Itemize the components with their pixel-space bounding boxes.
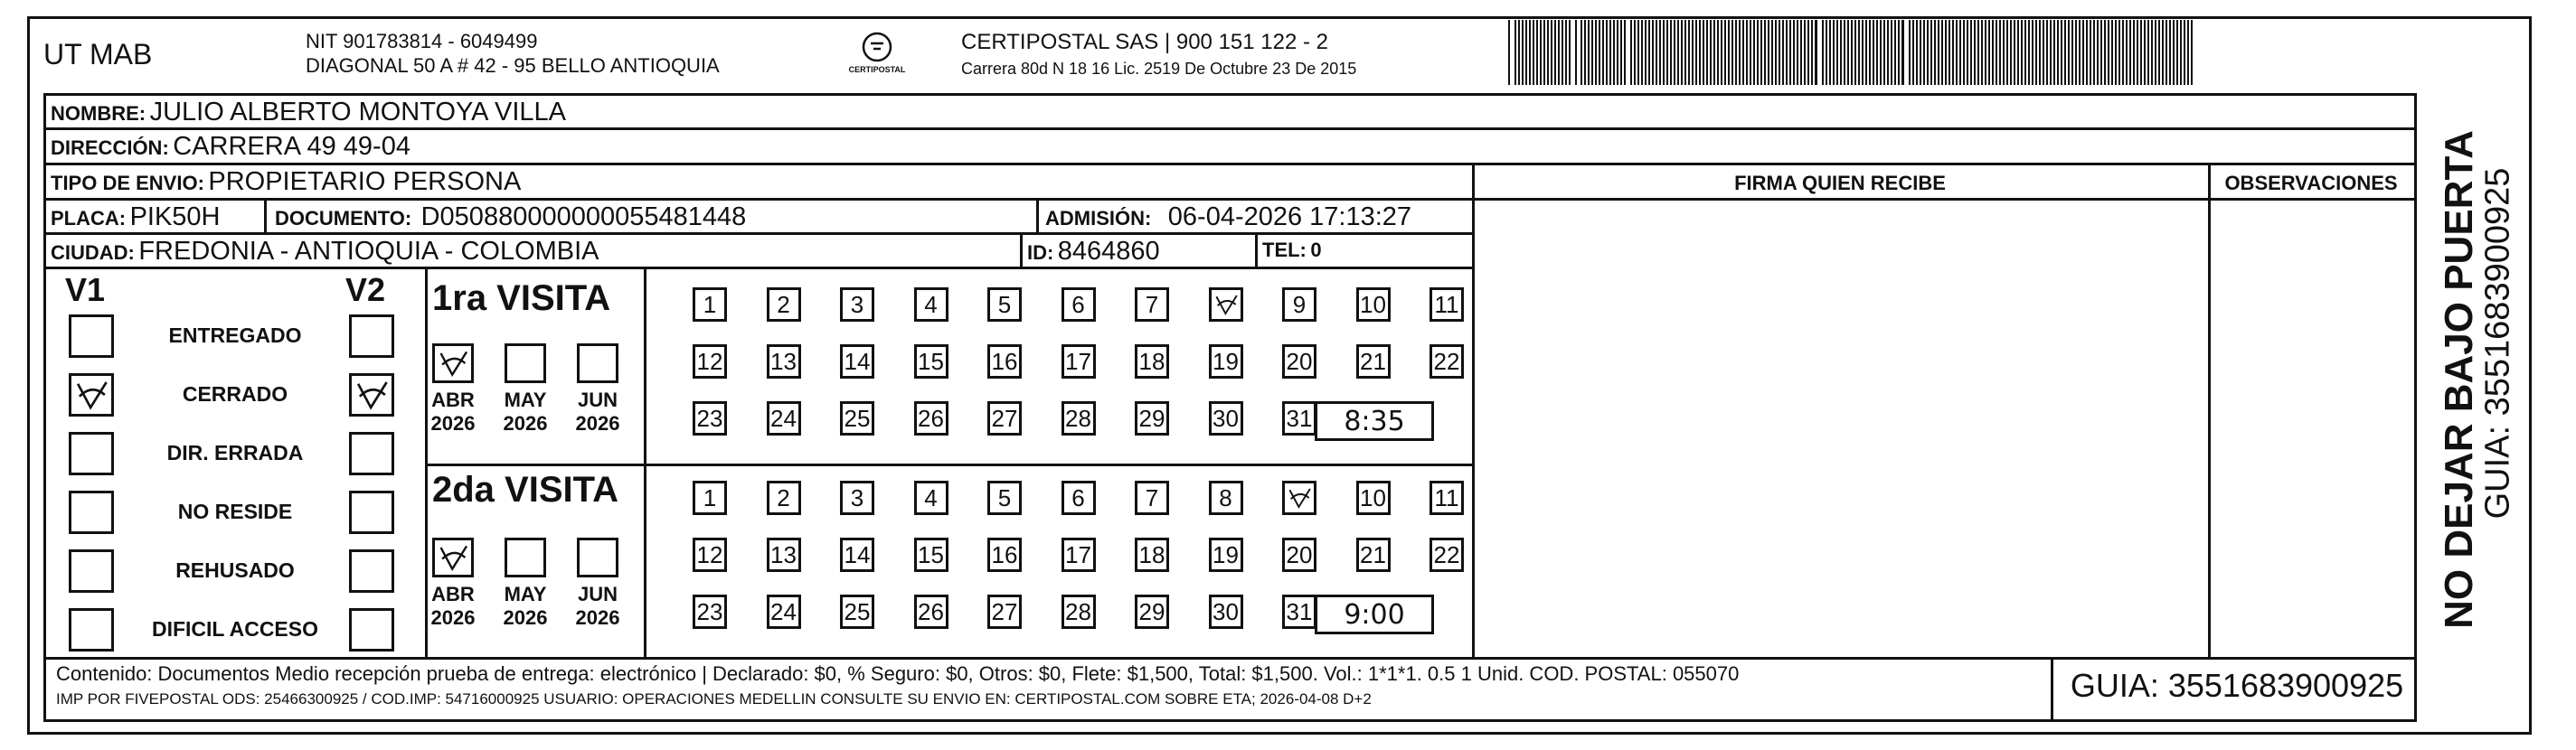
v1-status-checkbox[interactable]: [69, 549, 114, 593]
v1-status-checkbox[interactable]: [69, 432, 114, 475]
second-visit-day-box[interactable]: 2: [767, 481, 801, 515]
first-visit-day-box[interactable]: 17: [1062, 344, 1096, 379]
first-visit-day-box[interactable]: 31: [1282, 401, 1316, 436]
second-visit-day-box[interactable]: 3: [840, 481, 874, 515]
admission-value: 06-04-2026 17:13:27: [1167, 202, 1412, 231]
v2-status-checkbox[interactable]: [349, 373, 394, 417]
tel-value: 0: [1310, 239, 1322, 261]
month-label: MAY: [504, 583, 547, 605]
first-visit-day-box[interactable]: 4: [914, 287, 948, 322]
second-visit-day-box[interactable]: 6: [1062, 481, 1096, 515]
company-address: DIAGONAL 50 A # 42 - 95 BELLO ANTIOQUIA: [306, 54, 720, 77]
first-visit-day-box[interactable]: 13: [767, 344, 801, 379]
first-visit-day-box[interactable]: 22: [1430, 344, 1464, 379]
city-value: FREDONIA - ANTIOQUIA - COLOMBIA: [138, 237, 599, 266]
first-visit-day-box[interactable]: 18: [1135, 344, 1169, 379]
second-visit-day-box[interactable]: 15: [914, 538, 948, 572]
status-label: REHUSADO: [175, 558, 295, 582]
second-visit-time[interactable]: 9:00: [1315, 595, 1434, 634]
first-visit-day-box[interactable]: 28: [1062, 401, 1096, 436]
v2-label: V2: [345, 271, 386, 308]
certipostal-name: CERTIPOSTAL SAS | 900 151 122 - 2: [961, 30, 1328, 54]
shipment-type: PROPIETARIO PERSONA: [208, 167, 522, 196]
second-visit-day-box[interactable]: 18: [1135, 538, 1169, 572]
observations-header: OBSERVACIONES: [2224, 172, 2398, 194]
address-label: DIRECCIÓN:: [51, 136, 169, 159]
document-label: DOCUMENTO:: [275, 207, 412, 230]
second-visit-day-box[interactable]: 11: [1430, 481, 1464, 515]
status-label: DIR. ERRADA: [166, 441, 304, 464]
footer-content: Contenido: Documentos Medio recepción prueba de entrega: electrónico | Declarado: $0, % Seguro: $0, Otros: $0, Flete: $1,500, Total: $1,500. Vol.: 1*1*1. 0.5 1 Unid. COD. POSTAL: 055070: [56, 662, 1740, 685]
first-visit-time[interactable]: 8:35: [1315, 401, 1434, 441]
second-visit-day-box[interactable]: 17: [1062, 538, 1096, 572]
id-label: ID:: [1027, 241, 1054, 264]
second-visit-day-box[interactable]: 23: [693, 595, 727, 629]
first-visit-day-box[interactable]: 30: [1209, 401, 1243, 436]
first-visit-day-box[interactable]: 12: [693, 344, 727, 379]
month-checkbox[interactable]: [577, 538, 618, 577]
first-visit-title: 1ra VISITA: [432, 278, 611, 318]
second-visit-day-box[interactable]: 4: [914, 481, 948, 515]
first-visit-day-box[interactable]: 14: [840, 344, 874, 379]
second-visit-day-box[interactable]: 12: [693, 538, 727, 572]
second-visit-day-box[interactable]: 20: [1282, 538, 1316, 572]
first-visit-day-box[interactable]: 15: [914, 344, 948, 379]
first-visit-day-box[interactable]: 1: [693, 287, 727, 322]
id-value: 8464860: [1057, 237, 1160, 266]
first-visit-day-box[interactable]: 5: [987, 287, 1022, 322]
month-checkbox[interactable]: [505, 538, 546, 577]
first-visit-day-box[interactable]: 25: [840, 401, 874, 436]
status-label: CERRADO: [182, 382, 288, 406]
first-visit-day-box[interactable]: 21: [1356, 344, 1391, 379]
first-visit-day-box[interactable]: 10: [1356, 287, 1391, 322]
second-visit-day-box[interactable]: 26: [914, 595, 948, 629]
month-label: JUN: [577, 389, 618, 411]
month-checkbox[interactable]: [432, 343, 474, 383]
year-label: 2026: [575, 412, 620, 435]
first-visit-day-box[interactable]: 7: [1135, 287, 1169, 322]
first-visit-day-box[interactable]: 20: [1282, 344, 1316, 379]
first-visit-day-box[interactable]: 9: [1282, 287, 1316, 322]
first-visit-day-box[interactable]: 3: [840, 287, 874, 322]
admission-label: ADMISIÓN:: [1045, 207, 1152, 230]
second-visit-day-box[interactable]: 13: [767, 538, 801, 572]
second-visit-day-box[interactable]: 16: [987, 538, 1022, 572]
year-label: 2026: [503, 606, 548, 629]
second-visit-day-box[interactable]: 7: [1135, 481, 1169, 515]
year-label: 2026: [503, 412, 548, 435]
recipient-name: JULIO ALBERTO MONTOYA VILLA: [149, 98, 566, 127]
status-label: DIFICIL ACCESO: [151, 617, 318, 641]
side-warning: NO DEJAR BAJO PUERTA: [2437, 130, 2481, 629]
second-visit-day-box[interactable]: 30: [1209, 595, 1243, 629]
first-visit-day-box[interactable]: 6: [1062, 287, 1096, 322]
month-label: ABR: [431, 583, 475, 605]
second-visit-day-box[interactable]: 24: [767, 595, 801, 629]
first-visit-day-box[interactable]: 23: [693, 401, 727, 436]
month-checkbox[interactable]: [505, 343, 546, 383]
second-visit-day-box[interactable]: 29: [1135, 595, 1169, 629]
shipment-type-label: TIPO DE ENVIO:: [51, 172, 204, 194]
first-visit-day-box[interactable]: 27: [987, 401, 1022, 436]
tel-label: TEL:: [1262, 239, 1307, 261]
side-guide-number: GUIA: 3551683900925: [2478, 167, 2517, 520]
name-label: NOMBRE:: [51, 102, 146, 125]
second-visit-title: 2da VISITA: [432, 470, 618, 510]
v2-status-checkbox[interactable]: [349, 314, 394, 358]
second-visit-day-box[interactable]: 8: [1209, 481, 1243, 515]
first-visit-day-box[interactable]: 11: [1430, 287, 1464, 322]
second-visit-day-box[interactable]: 27: [987, 595, 1022, 629]
year-label: 2026: [430, 412, 476, 435]
first-visit-day-box[interactable]: 24: [767, 401, 801, 436]
status-label: ENTREGADO: [168, 323, 302, 347]
second-visit-day-box[interactable]: 25: [840, 595, 874, 629]
month-label: JUN: [577, 583, 618, 605]
v2-status-checkbox[interactable]: [349, 549, 394, 593]
first-visit-day-box[interactable]: 16: [987, 344, 1022, 379]
second-visit-day-box[interactable]: 19: [1209, 538, 1243, 572]
month-checkbox[interactable]: [577, 343, 618, 383]
city-label: CIUDAD:: [51, 241, 135, 264]
certipostal-license: Carrera 80d N 18 16 Lic. 2519 De Octubre 23 De 2015: [961, 60, 1357, 78]
certipostal-logo: CERTIPOSTAL: [841, 27, 913, 81]
v2-status-checkbox[interactable]: [349, 491, 394, 534]
month-label: ABR: [431, 389, 475, 411]
signature-header: FIRMA QUIEN RECIBE: [1734, 172, 1946, 194]
second-visit-day-box[interactable]: [1282, 481, 1316, 515]
second-visit-day-box[interactable]: 28: [1062, 595, 1096, 629]
company-name: UT MAB: [43, 38, 153, 70]
first-visit-day-box[interactable]: 19: [1209, 344, 1243, 379]
v1-status-checkbox[interactable]: [69, 314, 114, 358]
plate-value: PIK50H: [129, 202, 221, 231]
barcode: [1508, 20, 2195, 85]
v2-status-checkbox[interactable]: [349, 608, 394, 652]
second-visit-day-box[interactable]: 5: [987, 481, 1022, 515]
v1-label: V1: [65, 271, 106, 308]
year-label: 2026: [575, 606, 620, 629]
second-visit-day-box[interactable]: 14: [840, 538, 874, 572]
second-visit-day-box[interactable]: 10: [1356, 481, 1391, 515]
second-visit-day-box[interactable]: 31: [1282, 595, 1316, 629]
first-visit-day-box[interactable]: [1209, 287, 1243, 322]
status-label: NO RESIDE: [177, 500, 293, 523]
second-visit-day-box[interactable]: 21: [1356, 538, 1391, 572]
v1-status-checkbox[interactable]: [69, 491, 114, 534]
recipient-address: CARRERA 49 49-04: [173, 132, 410, 161]
first-visit-day-box[interactable]: 26: [914, 401, 948, 436]
company-nit: NIT 901783814 - 6049499: [306, 30, 538, 52]
month-checkbox[interactable]: [432, 538, 474, 577]
footer-guide-number: GUIA: 3551683900925: [2070, 667, 2404, 704]
first-visit-day-box[interactable]: 29: [1135, 401, 1169, 436]
v2-status-checkbox[interactable]: [349, 432, 394, 475]
footer-print-info: IMP POR FIVEPOSTAL ODS: 25466300925 / COD.IMP: 54716000925 USUARIO: OPERACIONES MEDELLIN CONSULTE SU ENVIO EN: CERTIPOSTAL.COM SOBRE ETA; 2026-04-08 D+2: [56, 690, 1372, 708]
v1-status-checkbox[interactable]: [69, 373, 114, 417]
v1-status-checkbox[interactable]: [69, 608, 114, 652]
month-label: MAY: [504, 389, 547, 411]
second-visit-day-box[interactable]: 22: [1430, 538, 1464, 572]
year-label: 2026: [430, 606, 476, 629]
plate-label: PLACA:: [51, 207, 127, 230]
second-visit-day-box[interactable]: 1: [693, 481, 727, 515]
first-visit-day-box[interactable]: 2: [767, 287, 801, 322]
document-value: D050880000000055481448: [420, 202, 747, 231]
